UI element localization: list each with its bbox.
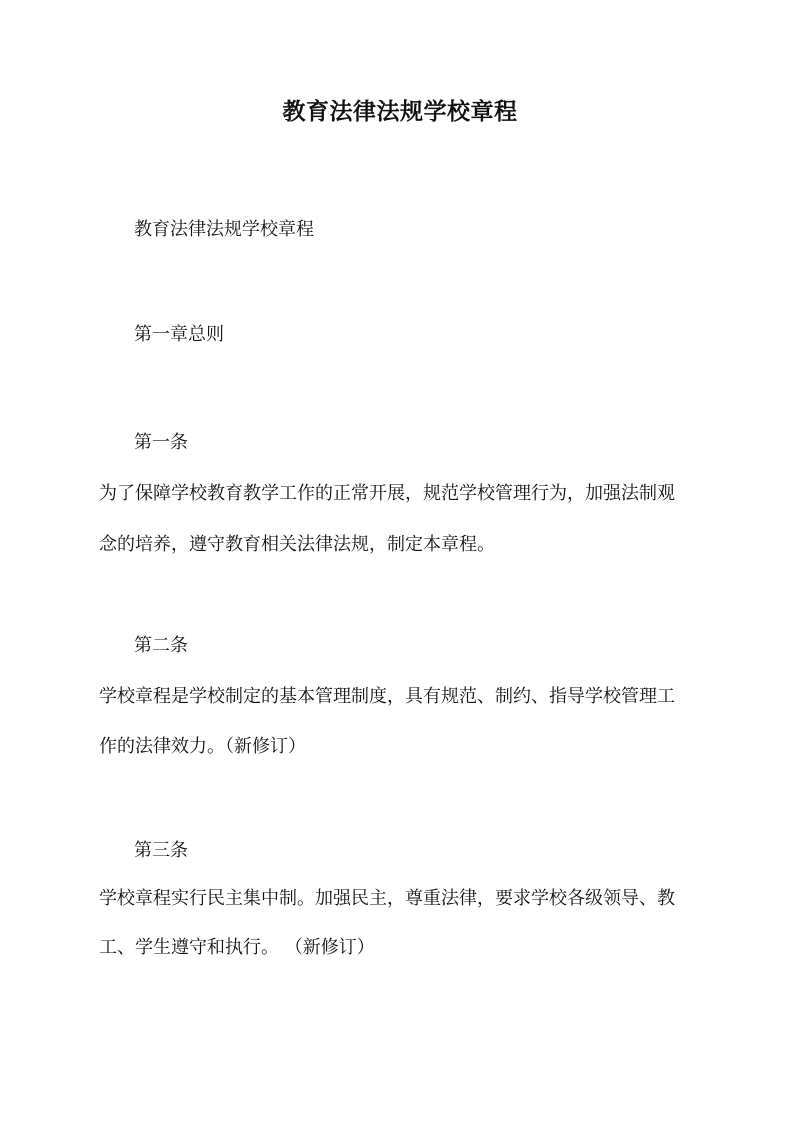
document-subtitle: 教育法律法规学校章程 xyxy=(134,219,314,240)
article-text-line: 学校章程是学校制定的基本管理制度，具有规范、制约、指导学校管理工 xyxy=(99,686,675,707)
article-heading: 第二条 xyxy=(134,635,188,656)
article-text-line: 念的培养，遵守教育相关法律法规，制定本章程。 xyxy=(99,534,495,555)
chapter-heading: 第一章总则 xyxy=(134,324,224,345)
document-title: 教育法律法规学校章程 xyxy=(282,98,518,125)
article-text-line: 作的法律效力。（新修订） xyxy=(99,736,306,757)
article-text-line: 学校章程实行民主集中制。加强民主，尊重法律，要求学校各级领导、教 xyxy=(99,888,675,909)
article-text-line: 为了保障学校教育教学工作的正常开展，规范学校管理行为，加强法制观 xyxy=(99,483,675,504)
article-heading: 第三条 xyxy=(134,840,188,861)
article-text-line: 工、学生遵守和执行。 （新修订） xyxy=(99,937,375,958)
article-heading: 第一条 xyxy=(134,432,188,453)
